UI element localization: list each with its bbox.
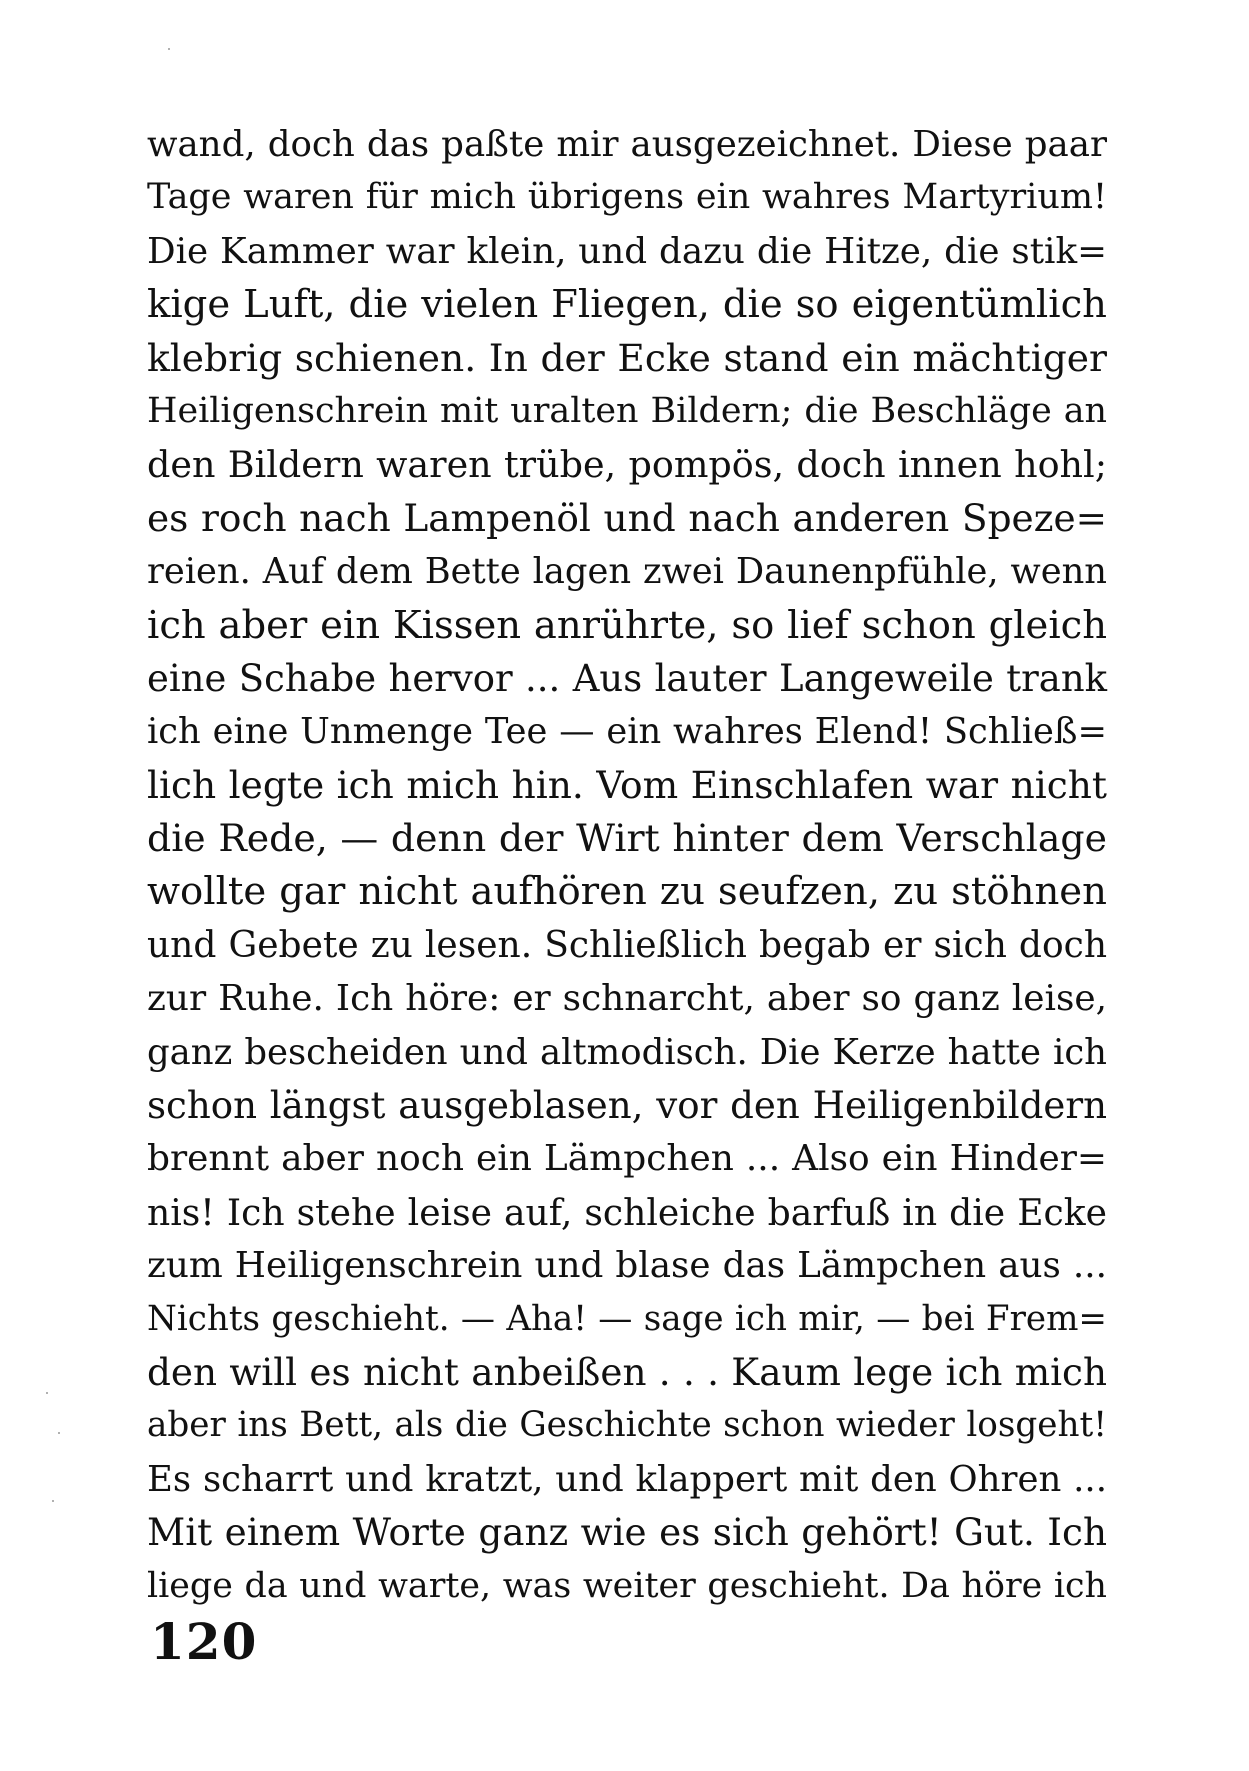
text-line: ich eine Unmenge Tee — ein wahres Elend! Schließ= (147, 711, 1107, 753)
text-line: kige Luft, die vielen Fliegen, die so eigentümlich (147, 282, 1107, 328)
text-line: schon längst ausgeblasen, vor den Heiligenbildern (147, 1084, 1107, 1128)
text-line: den will es nicht anbeißen . . . Kaum lege ich mich (147, 1349, 1107, 1394)
text-line: Mit einem Worte ganz wie es sich gehört! Gut. Ich (147, 1510, 1107, 1555)
scan-speck (52, 1500, 54, 1502)
text-line: zum Heiligenschrein und blase das Lämpchen aus ... (147, 1245, 1107, 1287)
body-text (147, 118, 1107, 1613)
scan-speck (168, 48, 170, 50)
text-line: zur Ruhe. Ich höre: er schnarcht, aber so ganz leise, (147, 978, 1107, 1020)
text-line: liege da und warte, was weiter geschieht. Da höre ich (147, 1565, 1107, 1606)
text-line: nis! Ich stehe leise auf, schleiche barfuß in die Ecke (147, 1190, 1107, 1234)
text-line: und Gebete zu lesen. Schließlich begab er sich doch (147, 924, 1107, 966)
text-line: reien. Auf dem Bette lagen zwei Daunenpfühle, wenn (147, 551, 1107, 593)
text-line: Nichts geschieht. — Aha! — sage ich mir, — bei Frem= (147, 1298, 1107, 1339)
text-line: Es scharrt und kratzt, und klappert mit den Ohren ... (147, 1458, 1107, 1500)
text-line: den Bildern waren trübe, pompös, doch innen hohl; (147, 443, 1107, 487)
text-line: ganz bescheiden und altmodisch. Die Kerze hatte ich (147, 1031, 1107, 1073)
scan-speck (46, 1392, 48, 1394)
text-line: eine Schabe hervor ... Aus lauter Langeweile trank (147, 656, 1107, 700)
text-line: aber ins Bett, als die Geschichte schon wieder losgeht! (147, 1405, 1107, 1446)
text-line: Die Kammer war klein, und dazu die Hitze, die stik= (147, 230, 1107, 272)
text-line: wollte gar nicht aufhören zu seufzen, zu stöhnen (147, 869, 1107, 915)
text-line: wand, doch das paßte mir ausgezeichnet. Diese paar (147, 124, 1107, 165)
text-line: lich legte ich mich hin. Vom Einschlafen war nicht (147, 762, 1107, 807)
text-line: die Rede, — denn der Wirt hinter dem Verschlage (147, 816, 1107, 861)
text-line: ich aber ein Kissen anrührte, so lief schon gleich (147, 602, 1107, 648)
text-line: Heiligenschrein mit uralten Bildern; die Beschläge an (147, 390, 1107, 431)
text-line: Tage waren für mich übrigens ein wahres Martyrium! (147, 177, 1107, 218)
text-line: es roch nach Lampenöl und nach anderen Speze= (147, 495, 1107, 540)
page-number: 120 (150, 1612, 258, 1671)
text-line: klebrig schienen. In der Ecke stand ein mächtiger (147, 335, 1107, 380)
text-line: brennt aber noch ein Lämpchen ... Also ein Hinder= (147, 1138, 1107, 1180)
scan-speck (58, 1432, 60, 1434)
